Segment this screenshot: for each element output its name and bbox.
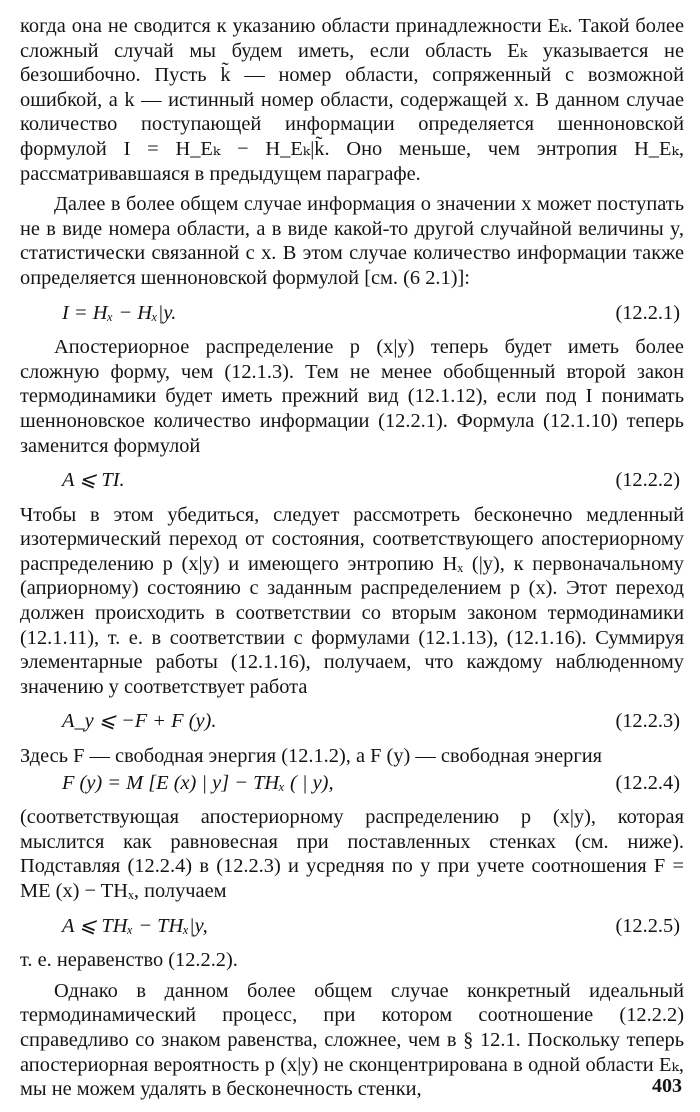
paragraph: Далее в более общем случае информация о значении x может поступать не в виде номера области, а в виде какой-то другой случайной величины y, статистически связанной с x. В этом случае количество информации также определяется шенноновской формулой [см. (6 2.1)]: xyxy=(20,193,684,289)
paragraph: (соответствующая апостериорному распределению p (x|y), которая мыслится как равновесная при поставленных стенках (см. ниже). Подставляя (12.2.4) в (12.2.3) и усредняя по y при учете соотношения F = ME (x) − THₓ, получаем xyxy=(20,806,684,902)
page-number: 403 xyxy=(652,1075,682,1097)
paragraph: когда она не сводится к указанию области принадлежности Eₖ. Такой более сложный случай мы будем иметь, если область Eₖ указывается не безошибочно. Пусть k̃ — номер области, сопряженный с возможной ошибкой, а k — истинный номер области, содержащей x. В данном случае количество поступающей информации определяется шенноновской формулой I = H_Eₖ − H_Eₖ|k̃. Оно меньше, чем энтропия H_Eₖ, рассматривавшаяся в предыдущем параграфе. xyxy=(20,15,684,185)
equation-12-2-2 xyxy=(20,468,684,493)
equation-number: (12.2.5) xyxy=(615,914,680,937)
equation-formula: I = Hₓ − Hₓ|y. xyxy=(62,301,177,324)
paragraph: Однако в данном более общем случае конкретный идеальный термодинамический процесс, при котором соотношение (12.2.2) справедливо со знаком равенства, сложнее, чем в § 12.1. Поскольку теперь апостериорная вероятность p (x|y) не сконцентрирована в одной области Eₖ, мы не можем удалять в бесконечность стенки, xyxy=(20,979,684,1101)
paragraph: т. е. неравенство (12.2.2). xyxy=(20,949,238,972)
equation-12-2-3 xyxy=(20,709,684,734)
equation-number: (12.2.4) xyxy=(615,771,680,794)
paragraph: Апостериорное распределение p (x|y) теперь будет иметь более сложную форму, чем (12.1.3). Тем не менее обобщенный второй закон термодинамики будет иметь прежний вид (12.1.12), если под I понимать шенноновское количество информации (12.2.1). Формула (12.1.10) теперь заменится формулой xyxy=(20,336,684,457)
paragraph: Чтобы в этом убедиться, следует рассмотреть бесконечно медленный изотермический переход от состояния, соответствующего апостериорному распределению p (x|y) и имеющего энтропию Hₓ (|y), к первоначальному (априорному) состоянию с заданным распределением p (x). Этот переход должен происходить в соответствии со вторым законом термодинамики (12.1.11), т. е. в соответствии с формулами (12.1.13), (12.1.16). Суммируя элементарные работы (12.1.16), получаем, что каждому наблюденному значению y соответствует работа xyxy=(20,503,684,698)
equation-12-2-5 xyxy=(20,914,684,939)
equation-number: (12.2.2) xyxy=(615,469,680,492)
equation-12-2-4 xyxy=(20,771,684,796)
equation-formula: A_y ⩽ −F + F (y). xyxy=(62,710,217,733)
equation-formula: A ⩽ TI. xyxy=(62,469,125,492)
paragraph: Здесь F — свободная энергия (12.1.2), а F (y) — свободная энергия xyxy=(20,745,602,768)
equation-number: (12.2.3) xyxy=(615,710,680,733)
equation-number: (12.2.1) xyxy=(615,301,680,324)
equation-12-2-1 xyxy=(20,301,684,326)
equation-formula: F (y) = M [E (x) | y] − THₓ ( | y), xyxy=(62,771,334,794)
equation-formula: A ⩽ THₓ − THₓ|y, xyxy=(62,914,208,937)
